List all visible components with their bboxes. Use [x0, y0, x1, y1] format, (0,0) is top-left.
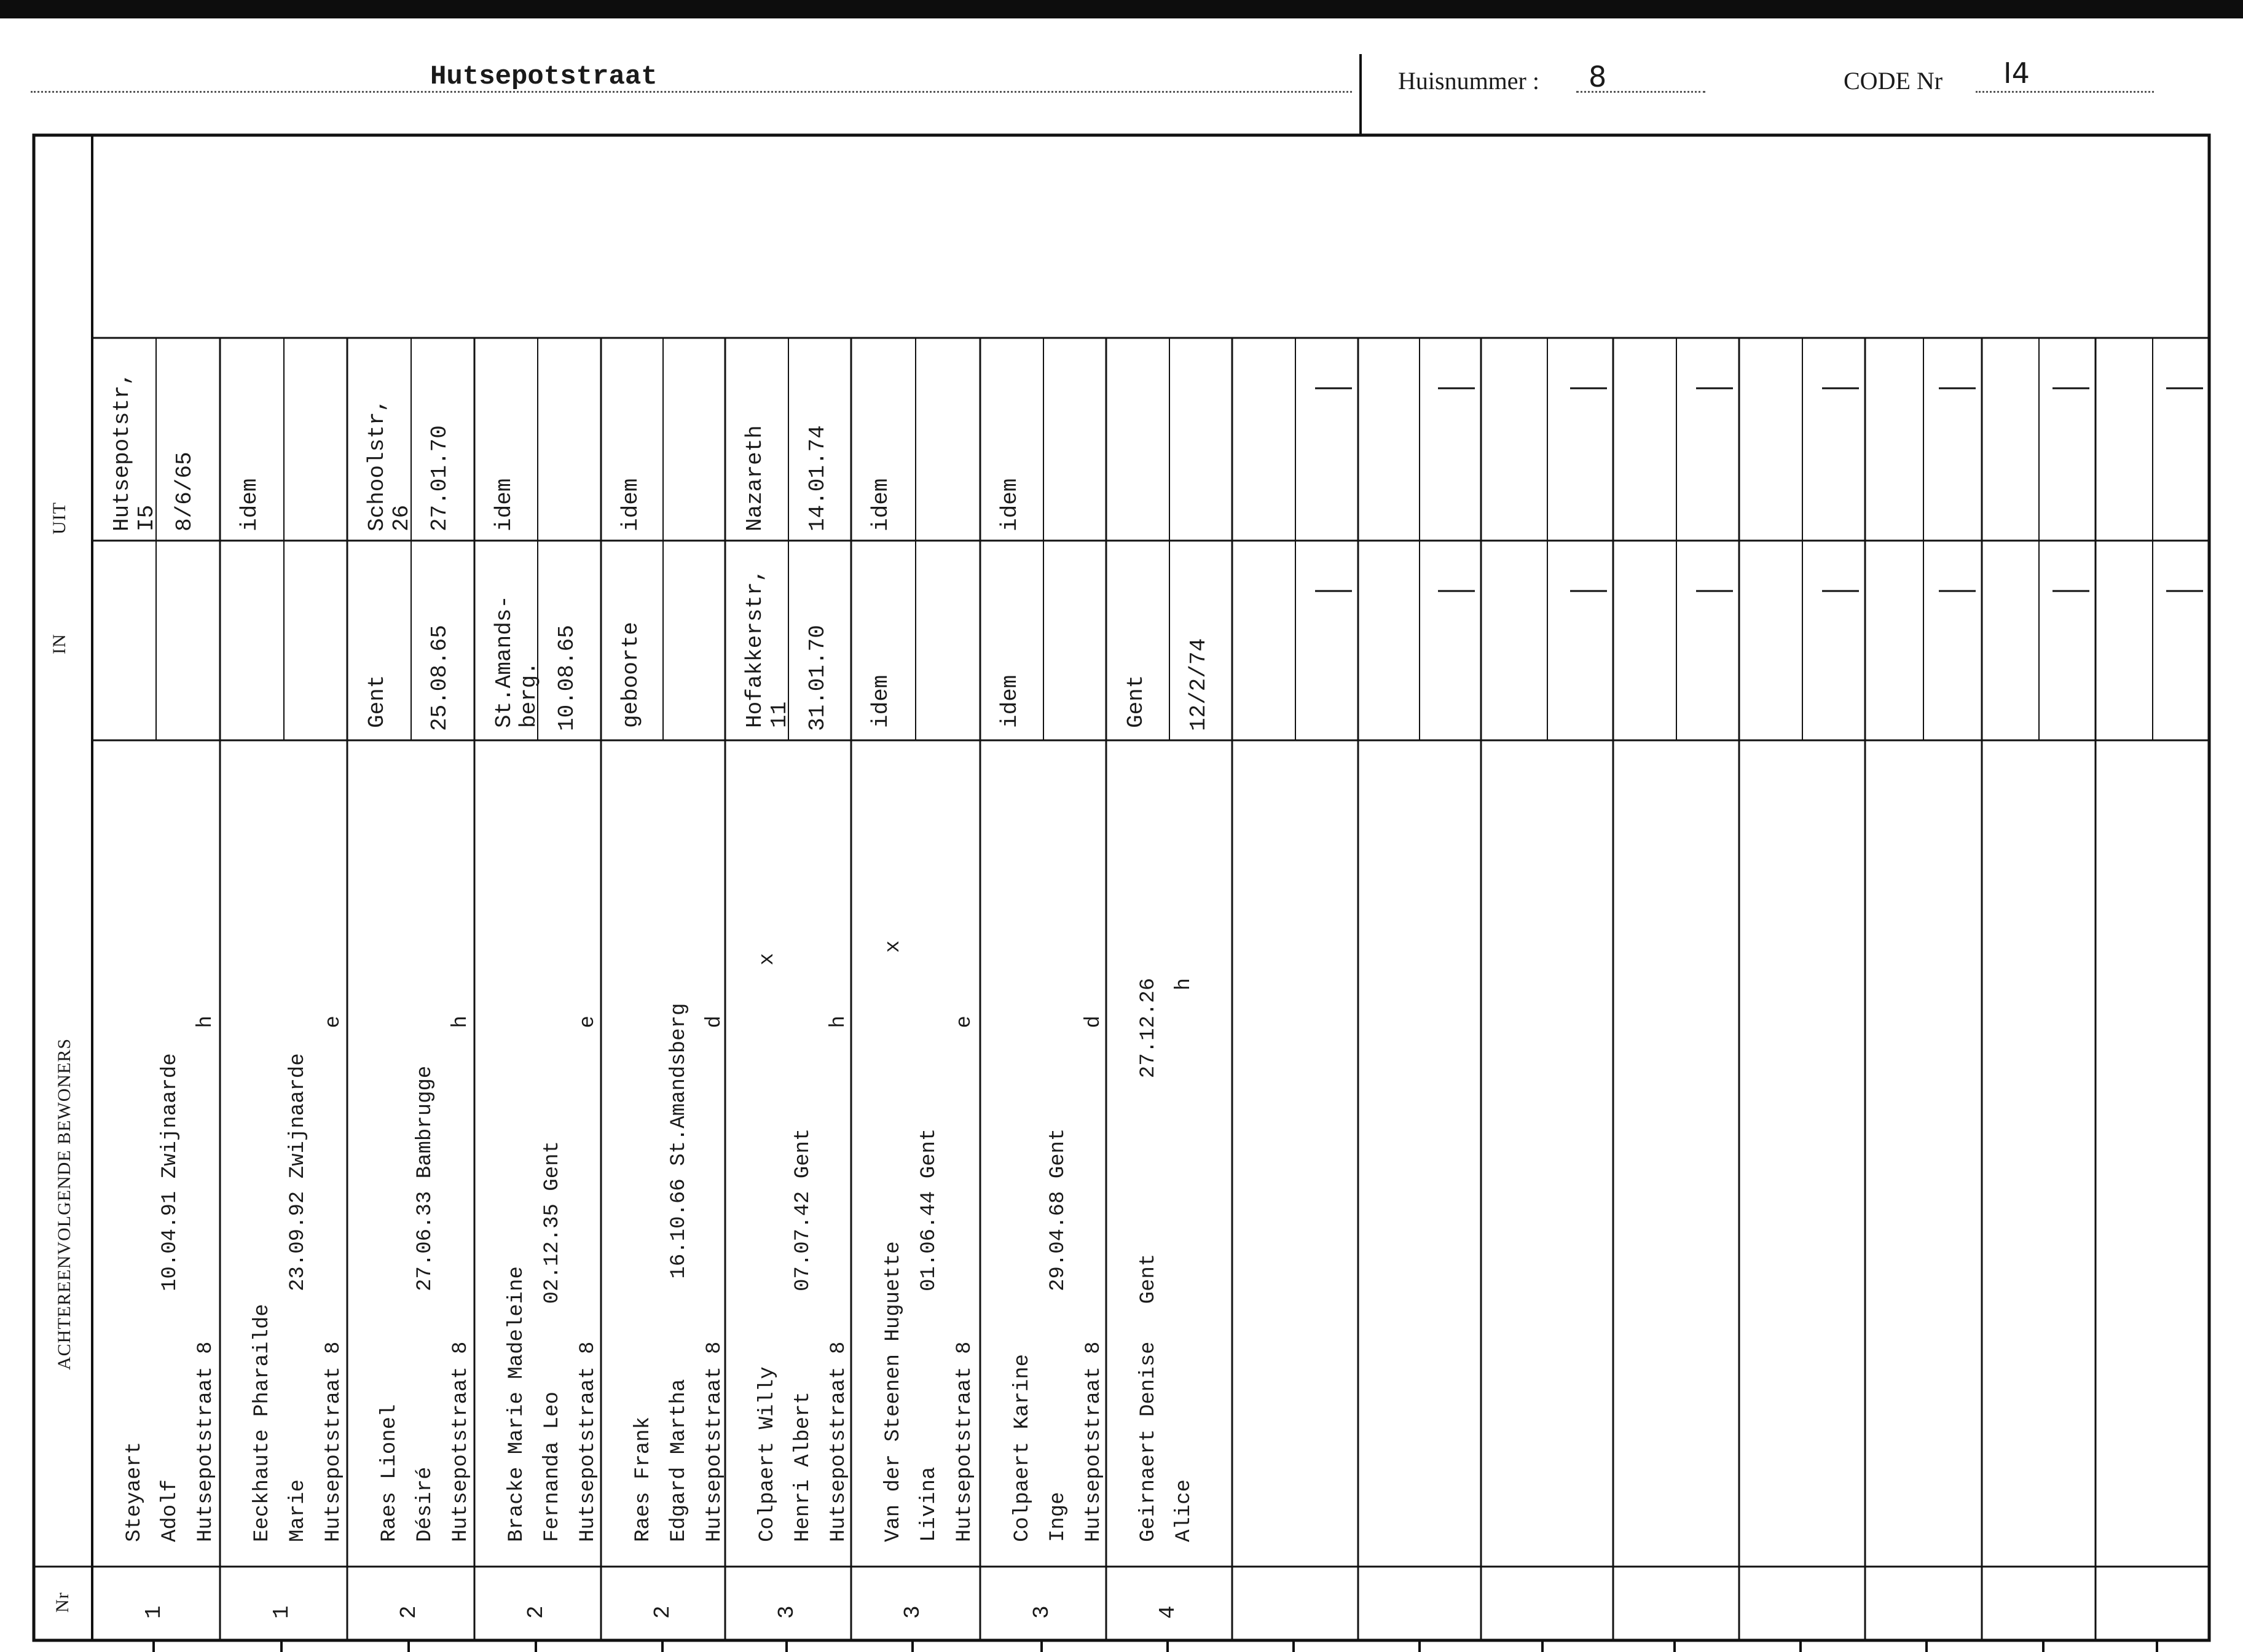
- resident-line: Steyaert: [123, 1441, 146, 1542]
- resident-line: Hutsepotstraat 8 h: [194, 1016, 218, 1542]
- uit-date: 27.01.70: [427, 425, 452, 531]
- entry-nr: 2: [650, 1605, 675, 1619]
- resident-line: Raes Lionel: [378, 1404, 401, 1542]
- resident-line: Hutsepotstraat 8 h: [827, 1016, 850, 1542]
- resident-line: Adolf 10.04.91 Zwijnaarde: [159, 1053, 182, 1542]
- in-date: 25.08.65: [427, 625, 452, 731]
- column-label-nr: Nr: [52, 1592, 73, 1613]
- resident-line: Alice h: [1173, 977, 1196, 1542]
- resident-line: Marie 23.09.92 Zwijnaarde: [286, 1053, 310, 1542]
- resident-line: Inge 29.04.68 Gent: [1047, 1128, 1070, 1542]
- resident-line: Raes Frank: [632, 1416, 655, 1542]
- uit-place: Schoolstr,: [364, 398, 390, 531]
- resident-line: Hutsepotstraat 8 e: [953, 1016, 976, 1542]
- entry-nr: 4: [1155, 1605, 1180, 1619]
- in-place: idem: [997, 675, 1023, 728]
- column-label-in: IN: [49, 633, 69, 654]
- entry-nr: 3: [774, 1605, 799, 1619]
- in-place-line2: 11: [767, 701, 792, 728]
- resident-line: Edgard Martha 16.10.66 St.Amandsberg: [667, 1003, 691, 1542]
- resident-line: Geirnaert Denise Gent 27.12.26: [1137, 977, 1160, 1542]
- resident-line: Livina 01.06.44 Gent: [917, 1128, 941, 1542]
- uit-place: Hutsepotstr,: [109, 372, 135, 531]
- resident-line: Colpaert Karine: [1011, 1353, 1034, 1542]
- column-label-uit: UIT: [49, 502, 69, 534]
- entry-nr: 1: [269, 1605, 294, 1619]
- uit-date: 14.01.74: [805, 425, 830, 531]
- uit-date: 8/6/65: [172, 452, 197, 531]
- in-date: 31.01.70: [805, 625, 830, 731]
- in-place: idem: [868, 675, 894, 728]
- street-name: Hutsepotstraat: [430, 61, 658, 92]
- resident-line: Hutsepotstraat 8 e: [576, 1016, 600, 1542]
- uit-place-line2: I5: [134, 504, 159, 531]
- resident-line: Désiré 27.06.33 Bambrugge: [414, 1065, 437, 1542]
- resident-line: Eeckhaute Pharailde: [251, 1304, 274, 1542]
- house-number-label: Huisnummer :: [1398, 67, 1539, 95]
- entry-nr: 3: [900, 1605, 925, 1619]
- resident-line: Henri Albert 07.07.42 Gent: [792, 1128, 815, 1542]
- uit-place: Nazareth: [742, 425, 768, 531]
- entry-nr: 1: [141, 1605, 167, 1619]
- column-label-bewoners: ACHTEREENVOLGENDE BEWONERS: [54, 1038, 74, 1370]
- in-date: 12/2/74: [1186, 638, 1211, 731]
- code-label: CODE Nr: [1844, 67, 1943, 95]
- uit-place: idem: [618, 478, 643, 531]
- code-value: I4: [2003, 57, 2030, 90]
- resident-line: Hutsepotstraat 8 d: [1082, 1016, 1106, 1542]
- entry-nr: 3: [1029, 1605, 1055, 1619]
- resident-line: Bracke Marie Madeleine: [505, 1266, 528, 1542]
- in-place: geboorte: [618, 622, 643, 728]
- uit-place: idem: [237, 478, 262, 531]
- uit-place: idem: [492, 478, 517, 531]
- in-place-line2: berg.: [516, 661, 541, 728]
- in-date: 10.08.65: [554, 625, 579, 731]
- in-place: Hofakkerstr,: [742, 568, 768, 728]
- in-place: Gent: [1123, 675, 1149, 728]
- in-place: St.Amands-: [492, 595, 517, 728]
- entry-nr: 2: [524, 1605, 549, 1619]
- resident-line: Fernanda Leo 02.12.35 Gent: [541, 1141, 564, 1542]
- uit-place: idem: [868, 478, 894, 531]
- entry-nr: 2: [396, 1605, 422, 1619]
- resident-line: Hutsepotstraat 8 d: [703, 1016, 726, 1542]
- resident-line: Colpaert Willy x: [756, 953, 779, 1542]
- resident-line: Hutsepotstraat 8 e: [322, 1016, 345, 1542]
- resident-line: Hutsepotstraat 8 h: [449, 1016, 473, 1542]
- uit-place-line2: 26: [389, 504, 414, 531]
- resident-line: Van der Steenen Huguette x: [882, 940, 905, 1542]
- house-number-value: 8: [1589, 60, 1607, 93]
- in-place: Gent: [364, 675, 390, 728]
- uit-place: idem: [997, 478, 1023, 531]
